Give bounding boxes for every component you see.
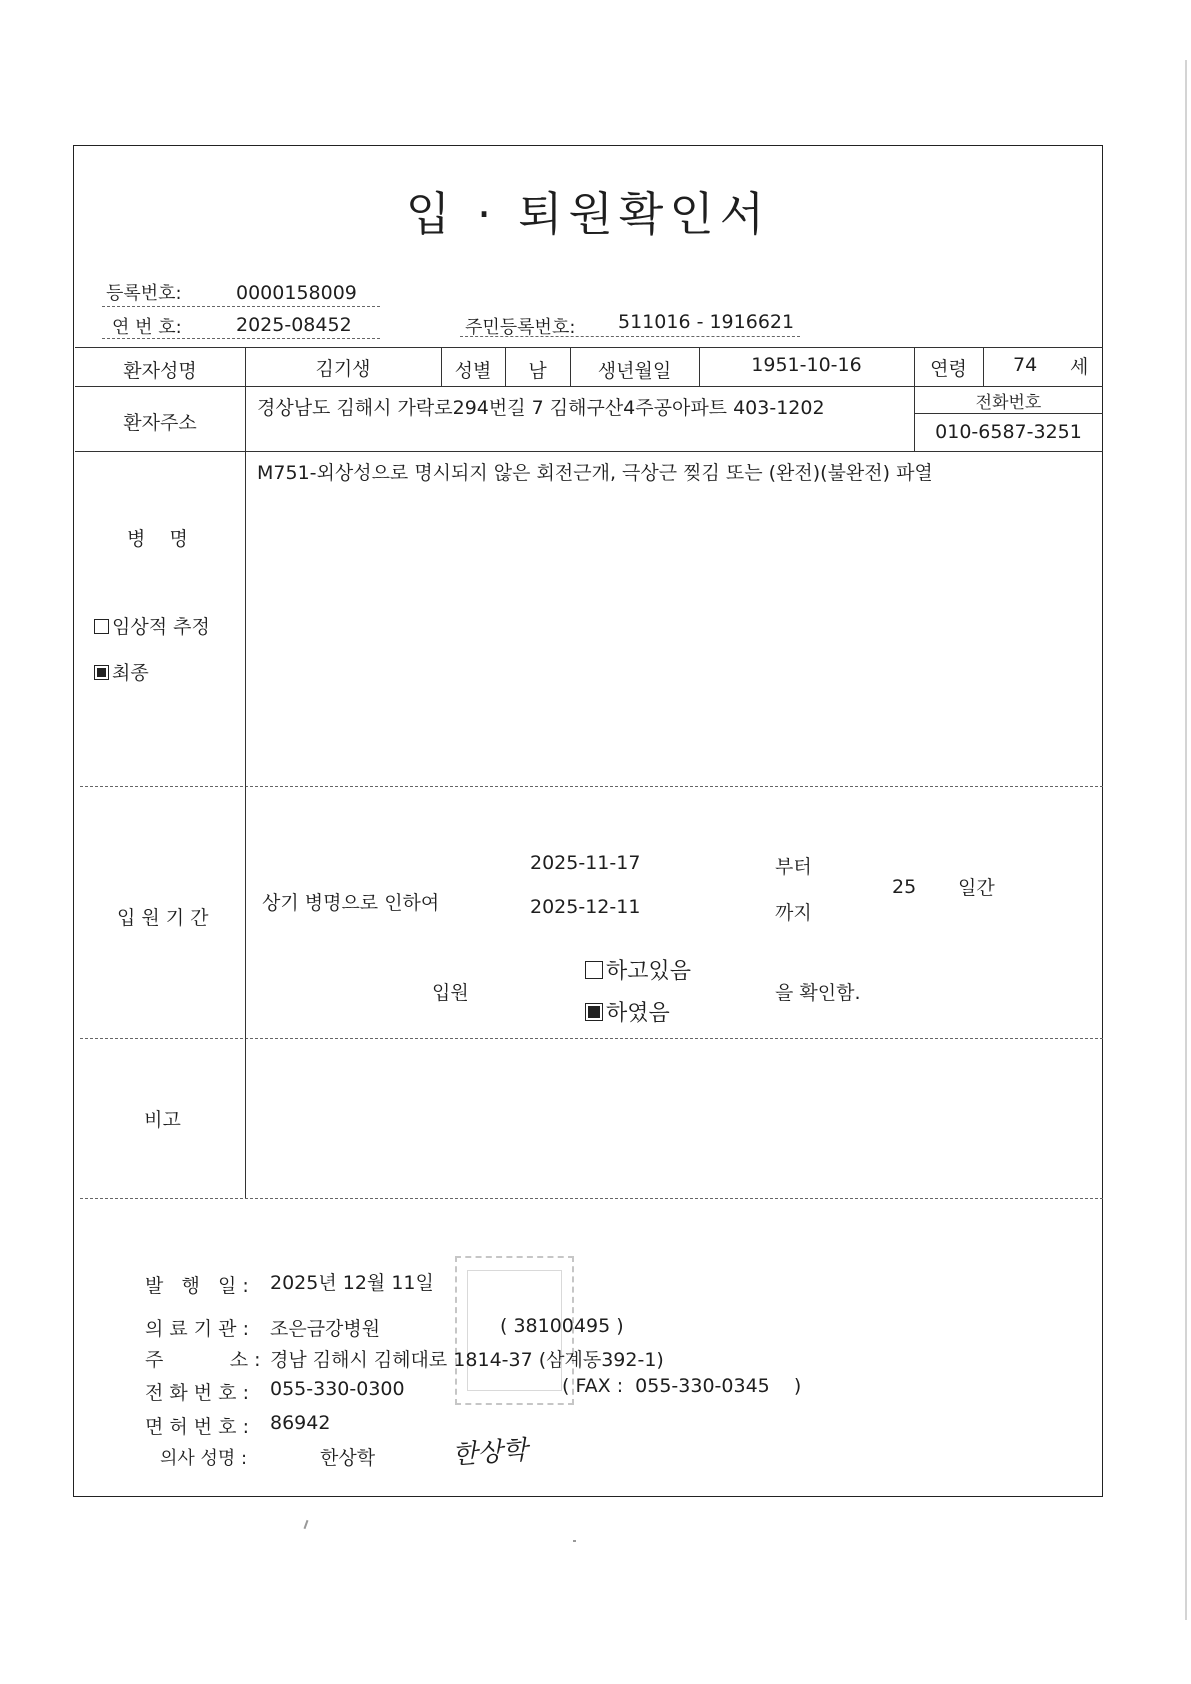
sex-label: 성별 xyxy=(454,360,492,382)
divider xyxy=(102,306,380,307)
admission-to-date: 2025-12-11 xyxy=(530,896,641,918)
resident-id-number: 511016 - 1916621 xyxy=(618,311,795,333)
table-line xyxy=(80,1198,1103,1199)
institution-fax: ( FAX : 055-330-0345 ) xyxy=(562,1375,802,1397)
option-label: 하고있음 xyxy=(606,959,692,984)
admission-from-date: 2025-11-17 xyxy=(530,852,641,874)
table-line xyxy=(75,386,1103,387)
issue-date-label: 발 행 일 : xyxy=(145,1275,249,1297)
admission-days: 25 xyxy=(892,876,917,898)
patient-name-label: 환자성명 xyxy=(123,360,197,382)
patient-name: 김기생 xyxy=(315,358,371,380)
dob-value: 1951-10-16 xyxy=(751,354,862,376)
address-label-issuer: 주 소 : xyxy=(145,1349,261,1371)
institution-tel: 055-330-0300 xyxy=(270,1378,405,1400)
table-line xyxy=(75,347,1103,348)
option-label: 임상적 추정 xyxy=(112,616,210,638)
issue-date: 2025년 12월 11일 xyxy=(270,1272,434,1294)
sex-value: 남 xyxy=(528,360,547,382)
option-label: 최종 xyxy=(112,662,149,684)
scan-speck xyxy=(573,1540,576,1542)
age-value: 74 xyxy=(1013,354,1038,376)
institution-name: 조은금강병원 xyxy=(270,1318,381,1340)
table-line xyxy=(914,413,1103,414)
confirm-text: 을 확인함. xyxy=(775,982,861,1004)
option-clinical-estimate[interactable] xyxy=(94,612,210,639)
admit-label: 입원 xyxy=(432,982,469,1004)
table-line xyxy=(80,786,1103,787)
serial-number: 2025-08452 xyxy=(236,314,352,336)
days-unit: 일간 xyxy=(958,877,995,899)
table-line xyxy=(75,451,1103,452)
address-label: 환자주소 xyxy=(123,412,197,434)
document-title: 입 · 퇴원확인서 xyxy=(405,187,771,241)
scan-edge xyxy=(1185,60,1187,1620)
phone-label: 전화번호 xyxy=(975,393,1042,413)
table-line xyxy=(80,1038,1103,1039)
dob-label: 생년월일 xyxy=(597,360,672,382)
option-done[interactable] xyxy=(585,996,670,1027)
table-line xyxy=(983,347,984,386)
from-label: 부터 xyxy=(775,856,812,878)
option-final[interactable] xyxy=(94,658,149,685)
divider xyxy=(102,338,380,339)
checkbox-unchecked-icon xyxy=(94,619,109,634)
divider xyxy=(460,336,800,337)
remarks-label: 비고 xyxy=(144,1109,181,1131)
resident-id-label: 주민등록번호: xyxy=(465,317,576,338)
address-value: 경상남도 김해시 가락로294번길 7 김해구산4주공아파트 403-1202 xyxy=(257,397,825,419)
doctor-name: 한상학 xyxy=(320,1447,376,1469)
scan-speck xyxy=(304,1520,309,1529)
age-unit: 세 xyxy=(1070,356,1089,378)
license-label: 면 허 번 호 : xyxy=(145,1416,249,1438)
institution-code: ( 38100495 ) xyxy=(500,1315,624,1337)
diagnosis-text: M751-외상성으로 명시되지 않은 회전근개, 극상근 찢김 또는 (완전)(불완전) 파열 xyxy=(257,462,933,484)
doctor-signature: 한상학 xyxy=(451,1435,529,1471)
license-number: 86942 xyxy=(270,1412,331,1434)
institution-label: 의 료 기 관 : xyxy=(145,1318,249,1340)
institution-address: 경남 김해시 김헤대로 1814-37 (삼계동392-1) xyxy=(270,1349,664,1371)
table-line xyxy=(245,347,246,1198)
diagnosis-label: 병 명 xyxy=(127,528,188,550)
option-ongoing[interactable] xyxy=(585,954,691,985)
age-label: 연령 xyxy=(930,358,967,380)
registration-label: 등록번호: xyxy=(106,283,182,304)
option-label: 하였음 xyxy=(606,1001,670,1026)
to-label: 까지 xyxy=(775,902,812,924)
checkbox-unchecked-icon xyxy=(585,961,603,979)
checkbox-checked-icon xyxy=(585,1003,603,1021)
admission-period-label: 입 원 기 간 xyxy=(117,907,209,929)
registration-number: 0000158009 xyxy=(236,282,357,304)
phone-value: 010-6587-3251 xyxy=(935,421,1082,443)
doctor-label: 의사 성명 : xyxy=(160,1448,248,1469)
tel-label: 전 화 번 호 : xyxy=(145,1382,249,1404)
checkbox-checked-icon xyxy=(94,665,109,680)
serial-label: 연 번 호: xyxy=(112,317,182,338)
admission-reason: 상기 병명으로 인하여 xyxy=(262,892,440,914)
